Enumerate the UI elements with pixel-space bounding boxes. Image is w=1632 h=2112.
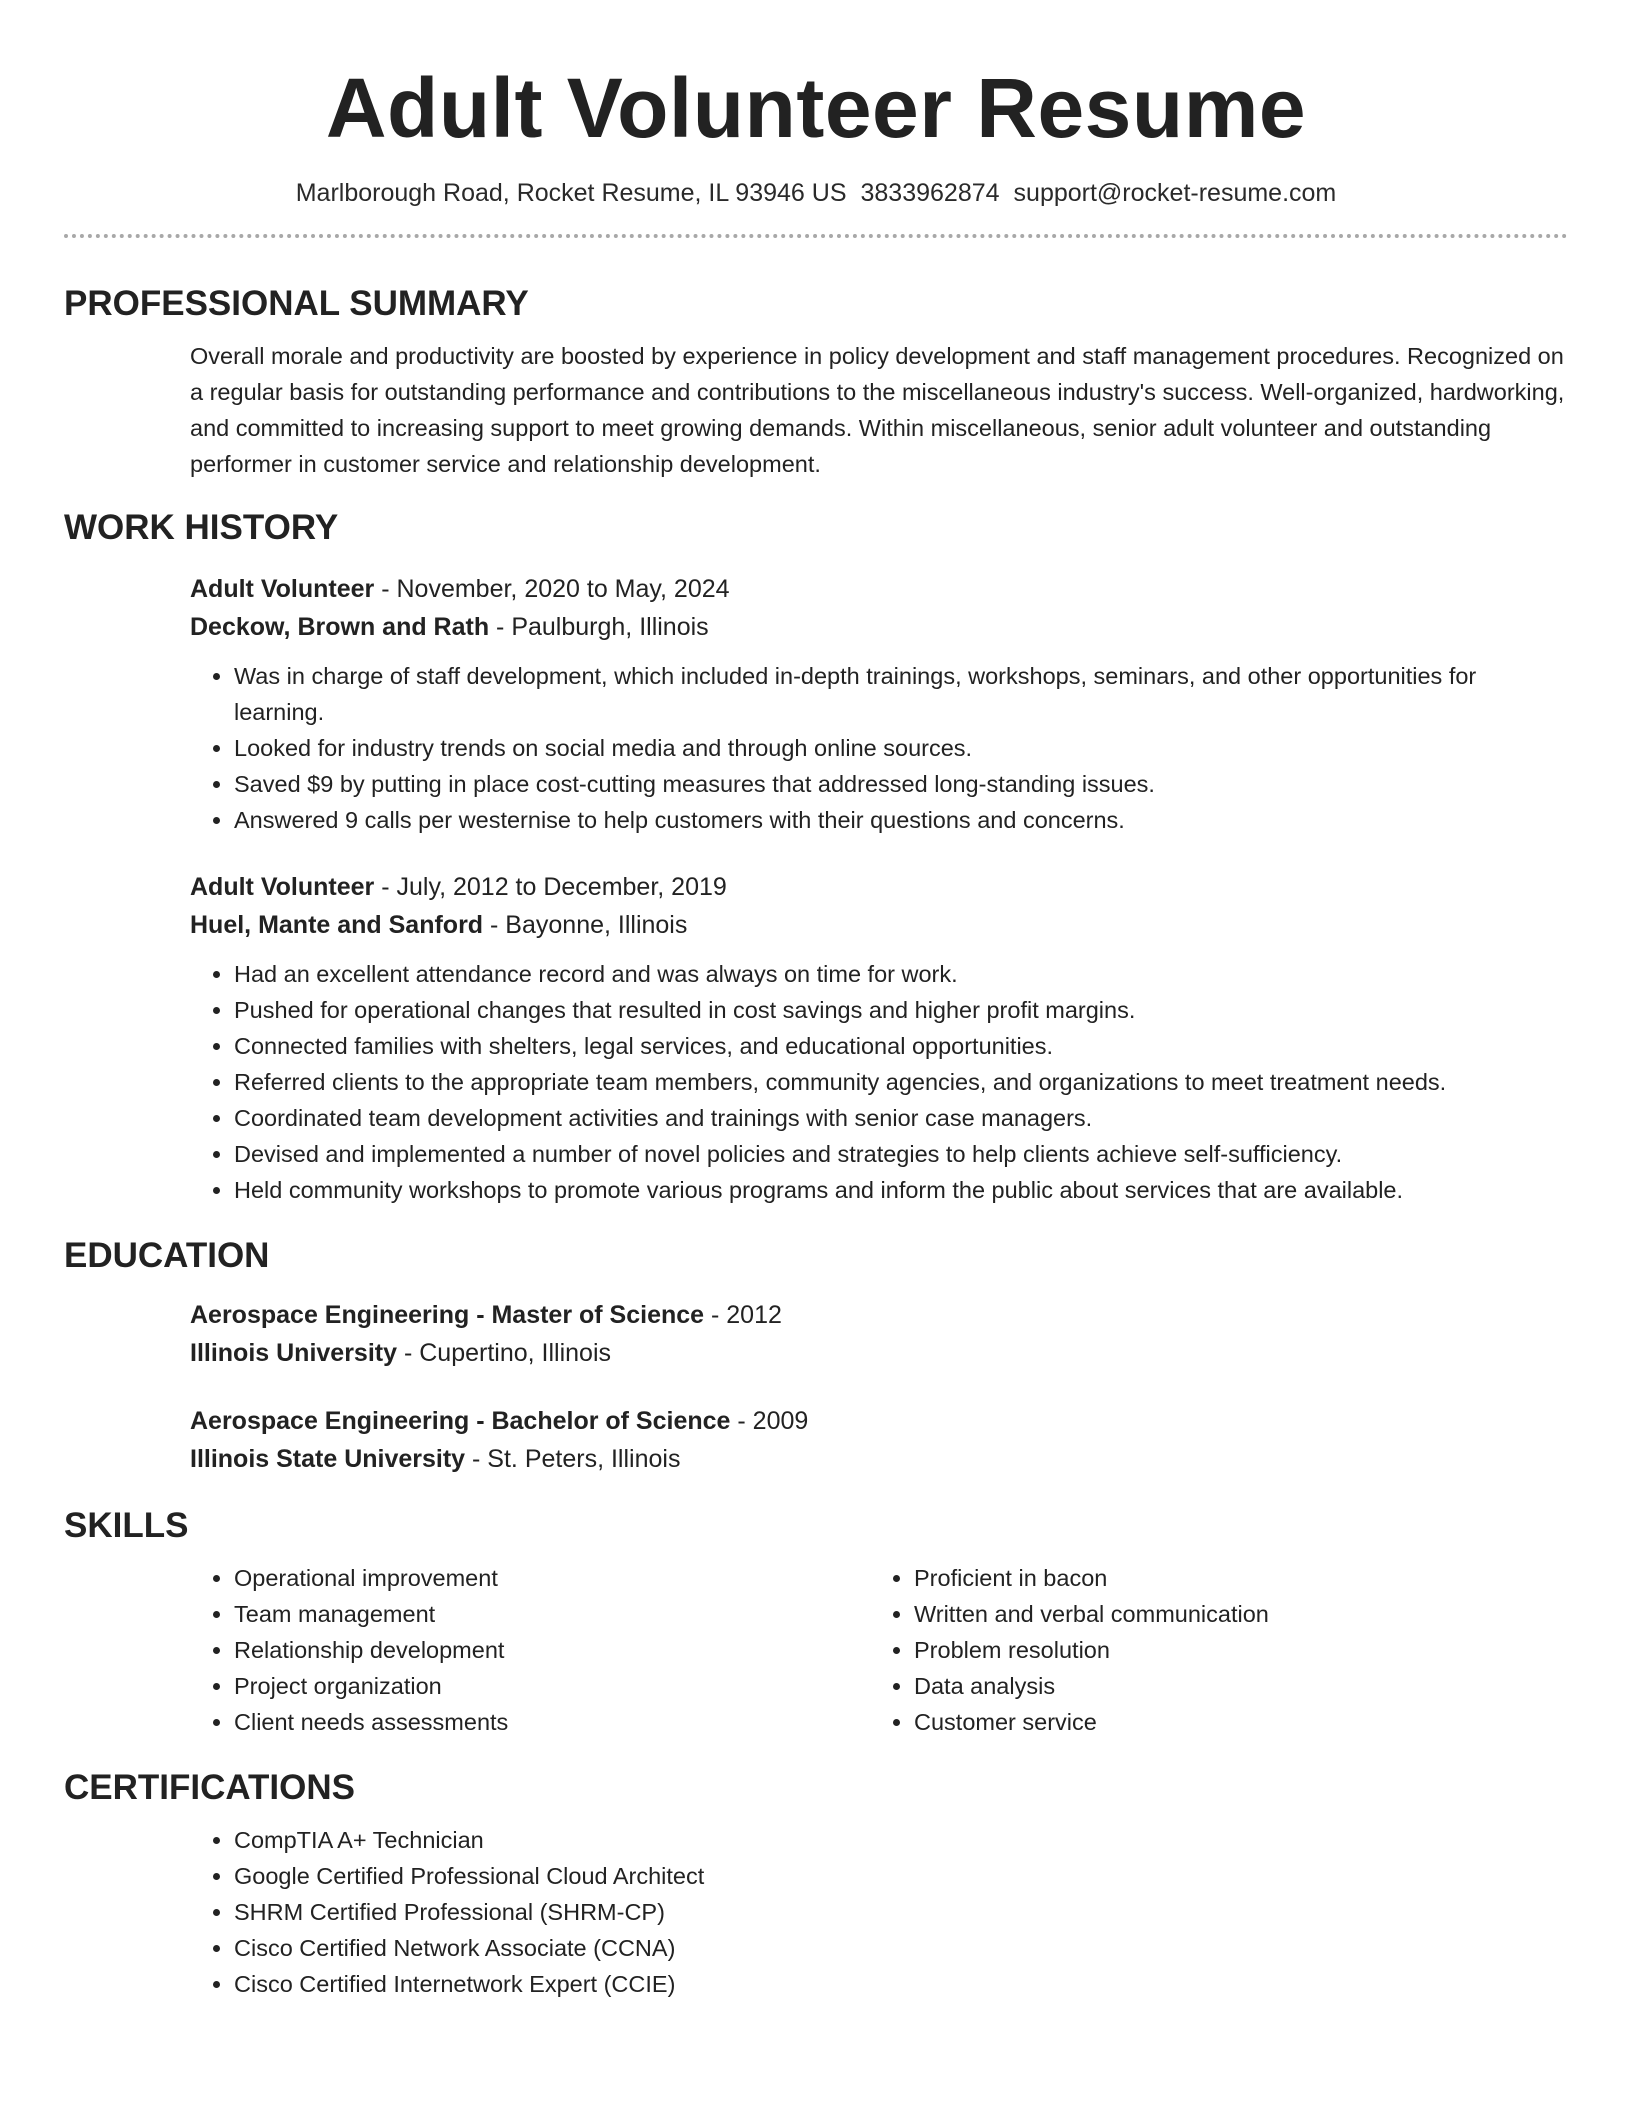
list-item: • Cisco Certified Network Associate (CCNA) [234, 1930, 1568, 1966]
job-company: Huel, Mante and Sanford [190, 911, 484, 939]
list-item: • Connected families with shelters, legal services, and educational opportunities. [234, 1028, 1568, 1064]
skills-columns [190, 1560, 1568, 1740]
contact-line [64, 176, 1568, 210]
skills-list [190, 1560, 870, 1740]
education-degree-line [190, 1402, 1568, 1440]
job-dates: - July, 2012 to December, 2019 [374, 873, 727, 901]
certifications-section [64, 1766, 1568, 2002]
job-entry [190, 570, 1568, 838]
resume-title: Adult Volunteer Resume [325, 61, 1307, 155]
education-degree-line [190, 1296, 1568, 1334]
education-degree: Aerospace Engineering - Bachelor of Science [190, 1407, 731, 1435]
job-bullets [190, 658, 1568, 838]
job-title-line [190, 570, 1568, 608]
job-role: Adult Volunteer [190, 575, 375, 603]
list-item: • SHRM Certified Professional (SHRM-CP) [234, 1894, 1568, 1930]
list-item: • Written and verbal communication [914, 1596, 1550, 1632]
education-school-line [190, 1440, 1568, 1478]
skills-heading: SKILLS [64, 1506, 189, 1545]
education-school: Illinois University [190, 1339, 398, 1367]
work-history-section [64, 506, 1568, 1208]
list-item: • Pushed for operational changes that resulted in cost savings and higher profit margins. [234, 992, 1568, 1028]
job-company: Deckow, Brown and Rath [190, 613, 490, 641]
list-item: • Team management [234, 1596, 870, 1632]
job-dates: - November, 2020 to May, 2024 [374, 575, 730, 603]
list-item: • Devised and implemented a number of novel policies and strategies to help clients achieve self-sufficiency. [234, 1136, 1568, 1172]
list-item: • Data analysis [914, 1668, 1550, 1704]
summary-heading: PROFESSIONAL SUMMARY [64, 284, 529, 323]
skills-column-left [190, 1560, 870, 1740]
job-bullets [190, 956, 1568, 1208]
list-item: • Referred clients to the appropriate team members, community agencies, and organizations to meet treatment needs. [234, 1064, 1568, 1100]
list-item: • Had an excellent attendance record and was always on time for work. [234, 956, 1568, 992]
contact-address: Marlborough Road, Rocket Resume, IL 93946 US [295, 179, 847, 207]
skills-list [870, 1560, 1550, 1740]
job-title-line [190, 868, 1568, 906]
education-location: - St. Peters, Illinois [465, 1445, 681, 1473]
list-item: • Was in charge of staff development, which included in-depth trainings, workshops, seminars, and other opportunities for learning. [234, 658, 1568, 730]
contact-email: support@rocket-resume.com [1013, 179, 1337, 207]
list-item: • Coordinated team development activities and trainings with senior case managers. [234, 1100, 1568, 1136]
summary-section [64, 282, 1568, 482]
education-location: - Cupertino, Illinois [397, 1339, 611, 1367]
list-item: • Cisco Certified Internetwork Expert (CCIE) [234, 1966, 1568, 2002]
list-item: • Project organization [234, 1668, 870, 1704]
header-divider [64, 234, 1568, 238]
resume-page [64, 0, 1568, 2002]
list-item: • Held community workshops to promote various programs and inform the public about services that are available. [234, 1172, 1568, 1208]
job-company-line [190, 608, 1568, 646]
list-item: • Proficient in bacon [914, 1560, 1550, 1596]
education-entry [190, 1296, 1568, 1372]
list-item: • Answered 9 calls per westernise to help customers with their questions and concerns. [234, 802, 1568, 838]
work-history-heading: WORK HISTORY [64, 508, 339, 547]
contact-phone: 3833962874 [860, 179, 1000, 207]
education-school-line [190, 1334, 1568, 1372]
job-entry [190, 868, 1568, 1208]
job-company-line [190, 906, 1568, 944]
skills-column-right [870, 1560, 1550, 1740]
list-item: • Customer service [914, 1704, 1550, 1740]
list-item: • Google Certified Professional Cloud Architect [234, 1858, 1568, 1894]
summary-text: Overall morale and productivity are boosted by experience in policy development and staff management procedures. Recognized on a regular basis for outstanding performance and contributions to the miscellaneous industry's success. Well-organized, hardworking, and committed to increasing support to meet growing demands. Within miscellaneous, senior adult volunteer and outstanding performer in customer service and relationship development. [190, 343, 1565, 477]
list-item: • Problem resolution [914, 1632, 1550, 1668]
education-year: - 2009 [730, 1407, 809, 1435]
list-item: • Looked for industry trends on social media and through online sources. [234, 730, 1568, 766]
certifications-list [190, 1822, 1568, 2002]
education-heading: EDUCATION [64, 1236, 270, 1275]
education-degree: Aerospace Engineering - Master of Science [190, 1301, 705, 1329]
list-item: • Relationship development [234, 1632, 870, 1668]
job-location: - Paulburgh, Illinois [489, 613, 709, 641]
education-school: Illinois State University [190, 1445, 466, 1473]
job-location: - Bayonne, Illinois [483, 911, 688, 939]
education-section [64, 1234, 1568, 1478]
certifications-heading: CERTIFICATIONS [64, 1768, 356, 1807]
list-item: • Operational improvement [234, 1560, 870, 1596]
job-role: Adult Volunteer [190, 873, 375, 901]
education-entry [190, 1402, 1568, 1478]
list-item: • CompTIA A+ Technician [234, 1822, 1568, 1858]
skills-section [64, 1504, 1568, 1740]
education-year: - 2012 [704, 1301, 782, 1329]
list-item: • Saved $9 by putting in place cost-cutting measures that addressed long-standing issues. [234, 766, 1568, 802]
list-item: • Client needs assessments [234, 1704, 870, 1740]
